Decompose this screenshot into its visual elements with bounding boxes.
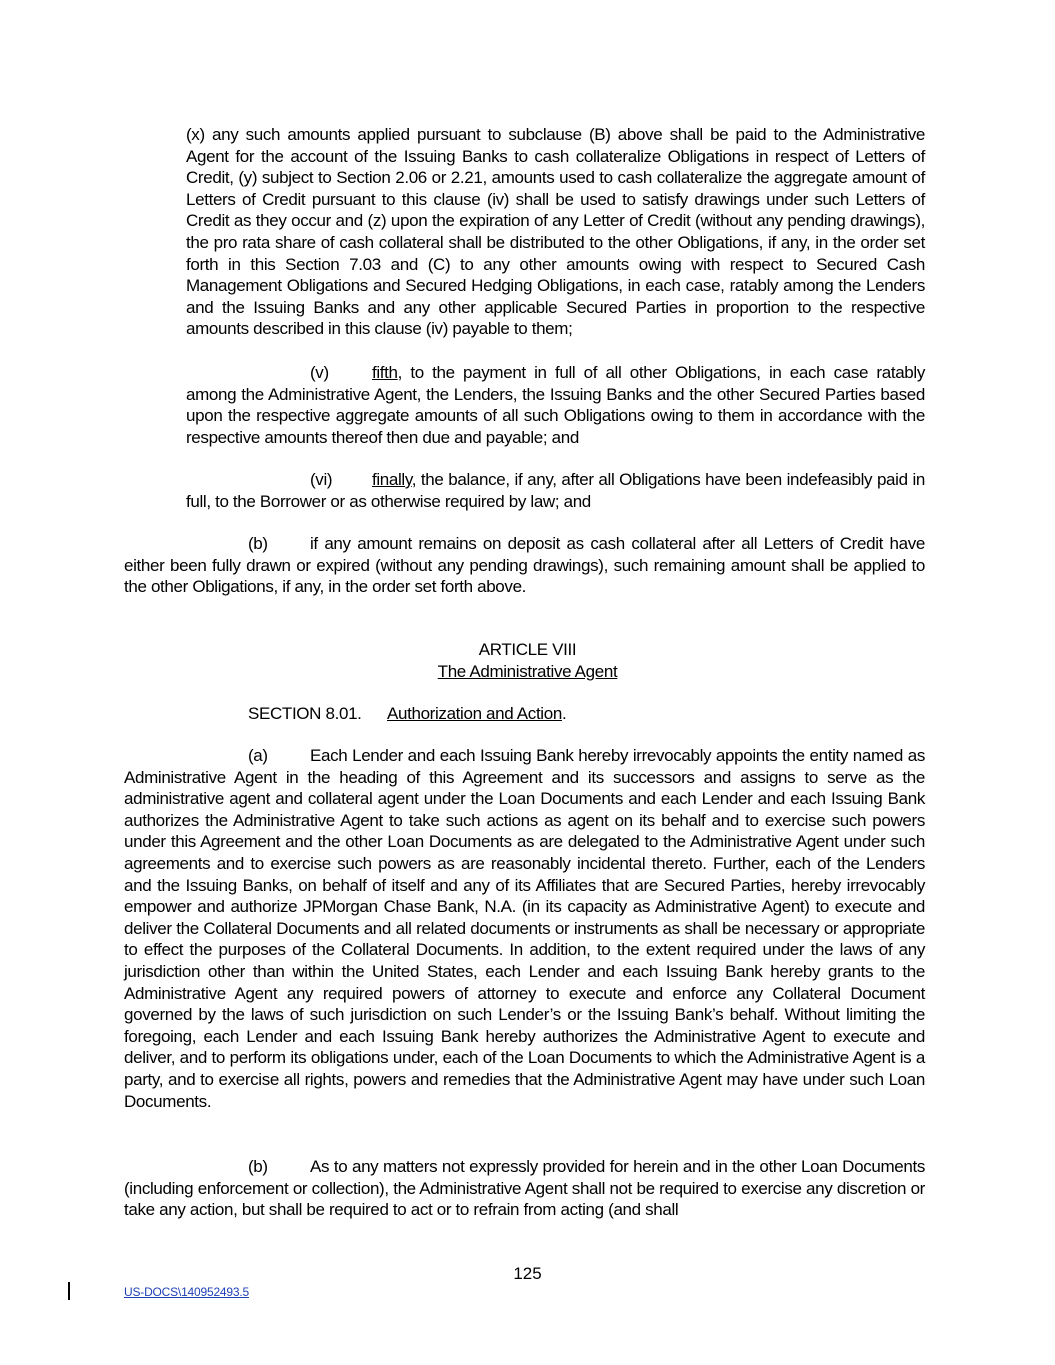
section-title: Authorization and Action	[387, 704, 562, 723]
paragraph-v	[186, 362, 925, 448]
paragraph-a-text: Each Lender and each Issuing Bank hereby irrevocably appoints the entity named as Administrative Agent in the heading of this Agreement and its successors and assigns to serve as the administrative agent and collateral agent under the Loan Documents and each Lender and each Issuing Bank authorizes the Administrative Agent to take such actions as agent on its behalf and to exercise such powers under this Agreement and the other Loan Documents as are delegated to the Administrative Agent under such agreements and to exercise such powers as are reasonably incidental thereto. Further, each of the Lenders and the Issuing Banks, on behalf of itself and any of its Affiliates that are Secured Parties, hereby irrevocably empower and authorize JPMorgan Chase Bank, N.A. (in its capacity as Administrative Agent) to execute and deliver the Collateral Documents and all related documents or instruments as shall be necessary or appropriate to effect the purposes of the Collateral Documents. In addition, to the extent required under the laws of any jurisdiction other than within the United States, each Lender and each Issuing Bank hereby grants to the Administrative Agent any required powers of attorney to execute and enforce any Collateral Document governed by the laws of such jurisdiction on such Lender’s or the Issuing Bank’s behalf. Without limiting the foregoing, each Lender and each Issuing Bank hereby authorizes the Administrative Agent to execute and deliver, and to perform its obligations under, each of the Loan Documents to which the Administrative Agent is a party, and to exercise all rights, powers and remedies that the Administrative Agent may have under such Loan Documents.	[124, 746, 925, 1111]
paragraph-vi	[186, 469, 925, 512]
paragraph-b-discretion	[124, 1156, 925, 1221]
paragraph-b-cash-collateral	[124, 533, 925, 598]
document-id-link[interactable]: US-DOCS\140952493.5	[124, 1285, 249, 1299]
paragraph-a-number: (a)	[248, 746, 268, 765]
section-number: SECTION 8.01.	[248, 704, 362, 723]
paragraph-v-text: , to the payment in full of all other Obligations, in each case ratably among the Administrative Agent, the Lenders, the Issuing Banks and the other Secured Parties based upon the respective aggregate amounts of all such Obligations owing to them in accordance with the respective amounts thereof then due and payable; and	[186, 363, 925, 447]
paragraph-b-number: (b)	[248, 534, 268, 553]
paragraph-x-text: (x) any such amounts applied pursuant to subclause (B) above shall be paid to the Administrative Agent for the account of the Issuing Banks to cash collateralize Obligations in respect of Letters of Credit, (y) subject to Section 2.06 or 2.21, amounts used to cash collateralize the aggregate amount of Letters of Credit pursuant to this clause (iv) shall be used to satisfy drawings under such Letters of Credit as they occur and (z) upon the expiration of any Letter of Credit (without any pending drawings), the pro rata share of cash collateral shall be distributed to the other Obligations, if any, in the order set forth in this Section 7.03 and (C) to any other amounts owing with respect to Secured Cash Management Obligations and Secured Hedging Obligations, in each case, ratably among the Lenders and the Issuing Banks and any other applicable Secured Parties in proportion to the respective amounts described in this clause (iv) payable to them;	[186, 125, 925, 339]
paragraph-b2-number: (b)	[248, 1157, 268, 1176]
paragraph-b-text: if any amount remains on deposit as cash collateral after all Letters of Credit have either been fully drawn or expired (without any pending drawings), such remaining amount shall be applied to the other Obligations, if any, in the order set forth above.	[124, 534, 925, 597]
section-title-period: .	[561, 704, 567, 723]
article-number: ARTICLE VIII	[478, 640, 577, 659]
paragraph-v-number: (v)	[310, 363, 329, 382]
page-number: 125	[513, 1264, 542, 1283]
paragraph-vi-text: , the balance, if any, after all Obligations have been indefeasibly paid in full, to the Borrower or as otherwise required by law; and	[186, 470, 925, 511]
paragraph-vi-number: (vi)	[310, 470, 333, 489]
paragraph-x	[186, 124, 925, 340]
paragraph-vi-keyword: finally	[372, 470, 412, 489]
revision-bar	[68, 1282, 70, 1300]
section-heading	[248, 703, 566, 725]
paragraph-b2-text: As to any matters not expressly provided for herein and in the other Loan Documents (including enforcement or collection), the Administrative Agent shall not be required to exercise any discretion or take any action, but shall be required to act or to refrain from acting (and shall	[124, 1157, 925, 1220]
article-title	[0, 661, 1055, 683]
paragraph-v-keyword: fifth	[372, 363, 398, 382]
paragraph-a-authorization	[124, 745, 925, 1112]
article-title-text: The Administrative Agent	[437, 662, 618, 681]
